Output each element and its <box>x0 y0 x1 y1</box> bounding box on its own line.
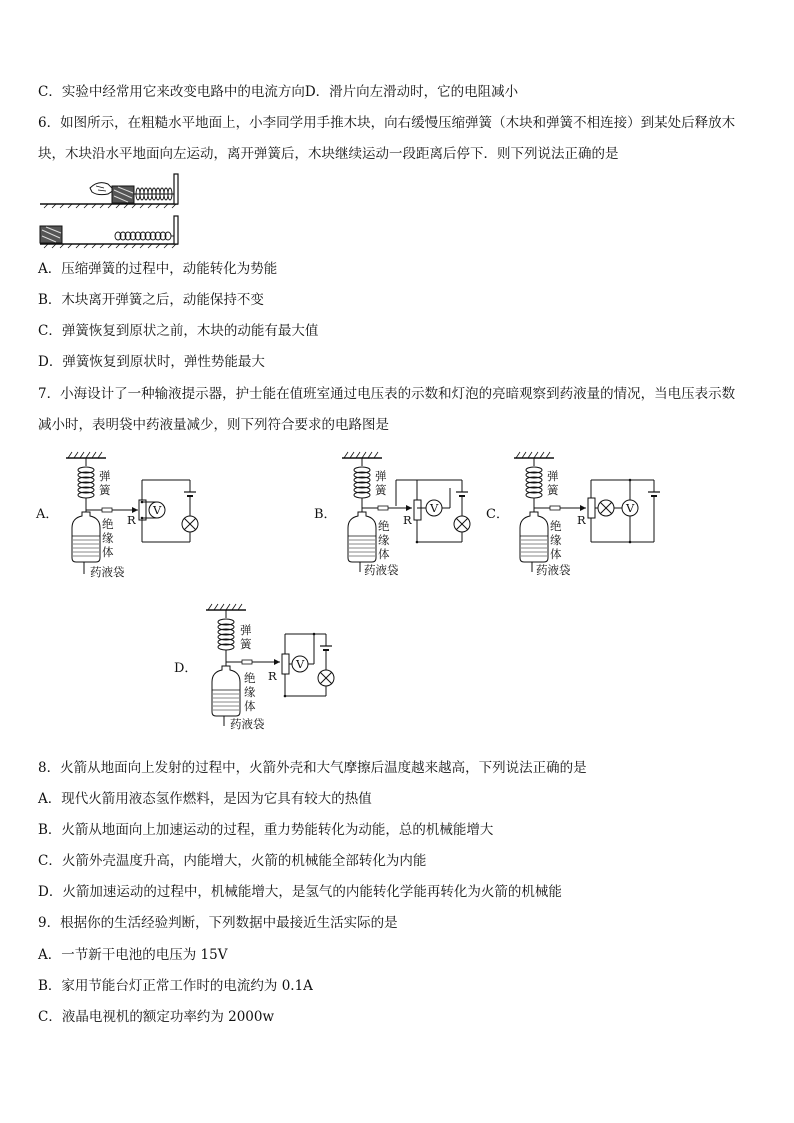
q6-spring-block-figure <box>38 168 188 250</box>
insulator-label-2: 缘 <box>550 533 562 547</box>
q6-option-c: C．弹簧恢复到原状之前，木块的动能有最大值 <box>38 323 319 339</box>
spring-label-1: 弹 <box>240 623 252 637</box>
spring-label-2: 簧 <box>99 483 111 497</box>
voltmeter-label: V <box>296 657 305 671</box>
q9-stem: 9．根据你的生活经验判断，下列数据中最接近生活实际的是 <box>38 915 398 931</box>
insulator-label-2: 缘 <box>102 531 114 545</box>
q9-option-c: C．液晶电视机的额定功率约为 2000w <box>38 1009 275 1025</box>
q6-scene-compressing <box>40 174 178 208</box>
spring-label-1: 弹 <box>99 469 111 483</box>
bag-label: 药液袋 <box>364 563 399 577</box>
spring-label-1: 弹 <box>375 469 387 483</box>
q8-stem: 8．火箭从地面向上发射的过程中，火箭外壳和大气摩擦后温度越来越高，下列说法正确的是 <box>38 760 587 776</box>
bag-label: 药液袋 <box>230 717 265 731</box>
spring-label-2: 簧 <box>240 637 252 651</box>
q7-circuit-a <box>34 448 224 580</box>
resistor-label: R <box>268 669 277 683</box>
q9-option-a: A．一节新干电池的电压为 15V <box>38 947 228 963</box>
q7-stem-line1: 7．小海设计了一种输液提示器，护士能在值班室通过电压表的示数和灯泡的亮暗观察到药液量的情况，当电压表示数 <box>38 386 736 402</box>
resistor-label: R <box>127 513 136 527</box>
insulator-label-1: 绝 <box>550 519 562 533</box>
q7-circuit-c-letter: C． <box>486 507 509 522</box>
q6-scene-released <box>40 216 178 248</box>
q7-circuit-b <box>312 448 492 580</box>
resistor-label: R <box>403 513 412 527</box>
insulator-label-3: 体 <box>102 545 114 559</box>
bag-label: 药液袋 <box>90 565 125 579</box>
insulator-label-3: 体 <box>378 547 390 561</box>
q8-option-c: C．火箭外壳温度升高，内能增大，火箭的机械能全部转化为内能 <box>38 853 427 869</box>
q8-option-d: D．火箭加速运动的过程中，机械能增大，是氢气的内能转化学能再转化为火箭的机械能 <box>38 884 562 900</box>
insulator-label-1: 绝 <box>378 519 390 533</box>
insulator-label-2: 缘 <box>244 685 256 699</box>
q6-option-a: A．压缩弹簧的过程中，动能转化为势能 <box>38 261 278 277</box>
q8-option-a: A．现代火箭用液态氢作燃料，是因为它具有较大的热值 <box>38 791 372 807</box>
q6-option-b: B．木块离开弹簧之后，动能保持不变 <box>38 292 264 308</box>
insulator-label-1: 绝 <box>244 671 256 685</box>
bag-label: 药液袋 <box>536 563 571 577</box>
q6-stem-line1: 6．如图所示，在粗糙水平地面上，小李同学用手推木块，向右缓慢压缩弹簧（木块和弹簧不相连接）到某处后释放木 <box>38 115 736 131</box>
voltmeter-label: V <box>626 501 635 515</box>
resistor-label: R <box>577 513 586 527</box>
voltmeter-label: V <box>430 501 439 515</box>
insulator-label-1: 绝 <box>102 517 114 531</box>
q5-options-cd: C．实验中经常用它来改变电路中的电流方向D．滑片向左滑动时，它的电阻减小 <box>38 84 519 100</box>
q9-option-b: B．家用节能台灯正常工作时的电流约为 0.1A <box>38 978 313 994</box>
spring-label-2: 簧 <box>547 483 559 497</box>
q6-option-d: D．弹簧恢复到原状时，弹性势能最大 <box>38 354 265 370</box>
spring-label-1: 弹 <box>547 469 559 483</box>
insulator-label-3: 体 <box>550 547 562 561</box>
q7-circuit-b-letter: B． <box>314 507 337 522</box>
q7-circuit-a-letter: A． <box>36 507 59 522</box>
insulator-label-2: 缘 <box>378 533 390 547</box>
q7-circuit-d <box>172 600 362 735</box>
q6-stem-line2: 块，木块沿水平地面向左运动，离开弹簧后，木块继续运动一段距离后停下．则下列说法正确的是 <box>38 146 619 162</box>
insulator-label-3: 体 <box>244 699 256 713</box>
q7-stem-line2: 减小时，表明袋中药液量减少，则下列符合要求的电路图是 <box>38 417 389 433</box>
q7-circuit-c <box>484 448 664 580</box>
voltmeter-label: V <box>153 503 162 517</box>
q8-option-b: B．火箭从地面向上加速运动的过程，重力势能转化为动能，总的机械能增大 <box>38 822 494 838</box>
q7-circuit-d-letter: D． <box>174 661 198 676</box>
spring-label-2: 簧 <box>375 483 387 497</box>
